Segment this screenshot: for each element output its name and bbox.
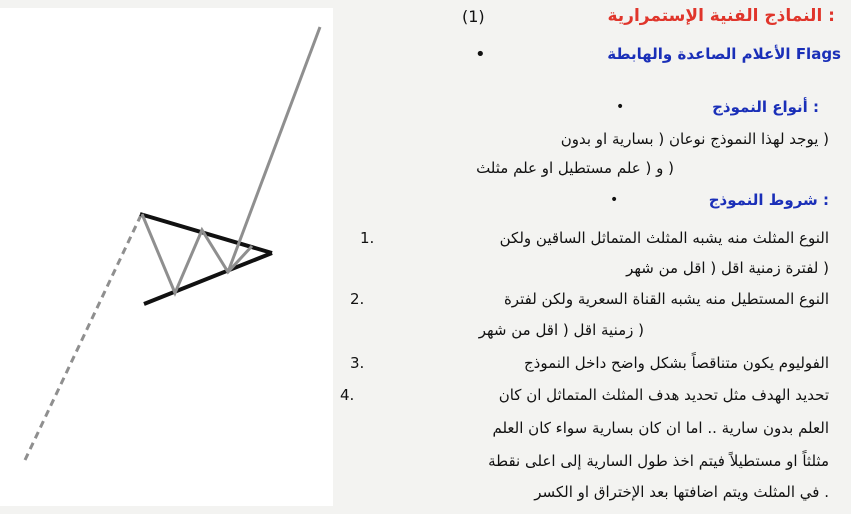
prior-trend-dashed-line xyxy=(25,213,142,460)
flags-bullet: • xyxy=(475,44,486,65)
condition-4-line-3: مثلثاً او مستطيلاً فيتم اخذ طول السارية إلى اعلى نقطة xyxy=(488,452,829,470)
condition-4-line-4: . في المثلث ويتم اضافتها بعد الإختراق او الكسر xyxy=(534,483,829,501)
types-line-1: ( يوجد لهذا النموذج نوعان ( بسارية او بدون xyxy=(560,130,829,148)
condition-2-line-2: ( زمنية اقل ( اقل من شهر xyxy=(478,321,644,339)
condition-1-number: 1. xyxy=(360,229,375,247)
page-title: : النماذج الفنية الإستمرارية xyxy=(607,6,835,26)
flags-heading: Flags الأعلام الصاعدة والهابطة xyxy=(607,45,841,63)
condition-4-line-1: تحديد الهدف مثل تحديد هدف المثلث المتماثل ان كان xyxy=(498,386,829,404)
condition-4-number: 4. xyxy=(340,386,355,404)
condition-1-line-1: النوع المثلث منه يشبه المثلث المتماثل الساقين ولكن xyxy=(499,229,829,247)
conditions-heading: : شروط النموذج xyxy=(708,191,829,209)
breakout-line xyxy=(228,27,320,272)
title-number: (1) xyxy=(462,7,485,26)
flag-pattern-diagram xyxy=(0,8,333,506)
condition-4-line-2: العلم بدون سارية .. اما ان كان بسارية سواء كان العلم xyxy=(492,419,829,437)
condition-2-line-1: النوع المستطيل منه يشبه القناة السعرية ولكن لفترة xyxy=(503,290,829,308)
flag-lower-boundary xyxy=(144,253,272,304)
condition-2-number: 2. xyxy=(350,290,365,308)
conditions-bullet: • xyxy=(610,192,619,208)
condition-3-line-1: الفوليوم يكون متناقصاً بشكل واضح داخل النموذج xyxy=(523,354,829,372)
types-bullet: • xyxy=(616,99,625,115)
condition-1-line-2: ( لفترة زمنية اقل ( اقل من شهر xyxy=(626,259,829,277)
flag-pattern-figure xyxy=(0,8,333,506)
types-heading: : أنواع النموذج xyxy=(712,98,819,116)
condition-3-number: 3. xyxy=(350,354,365,372)
types-line-2: ( و ( علم مستطيل او علم مثلث xyxy=(476,159,674,177)
